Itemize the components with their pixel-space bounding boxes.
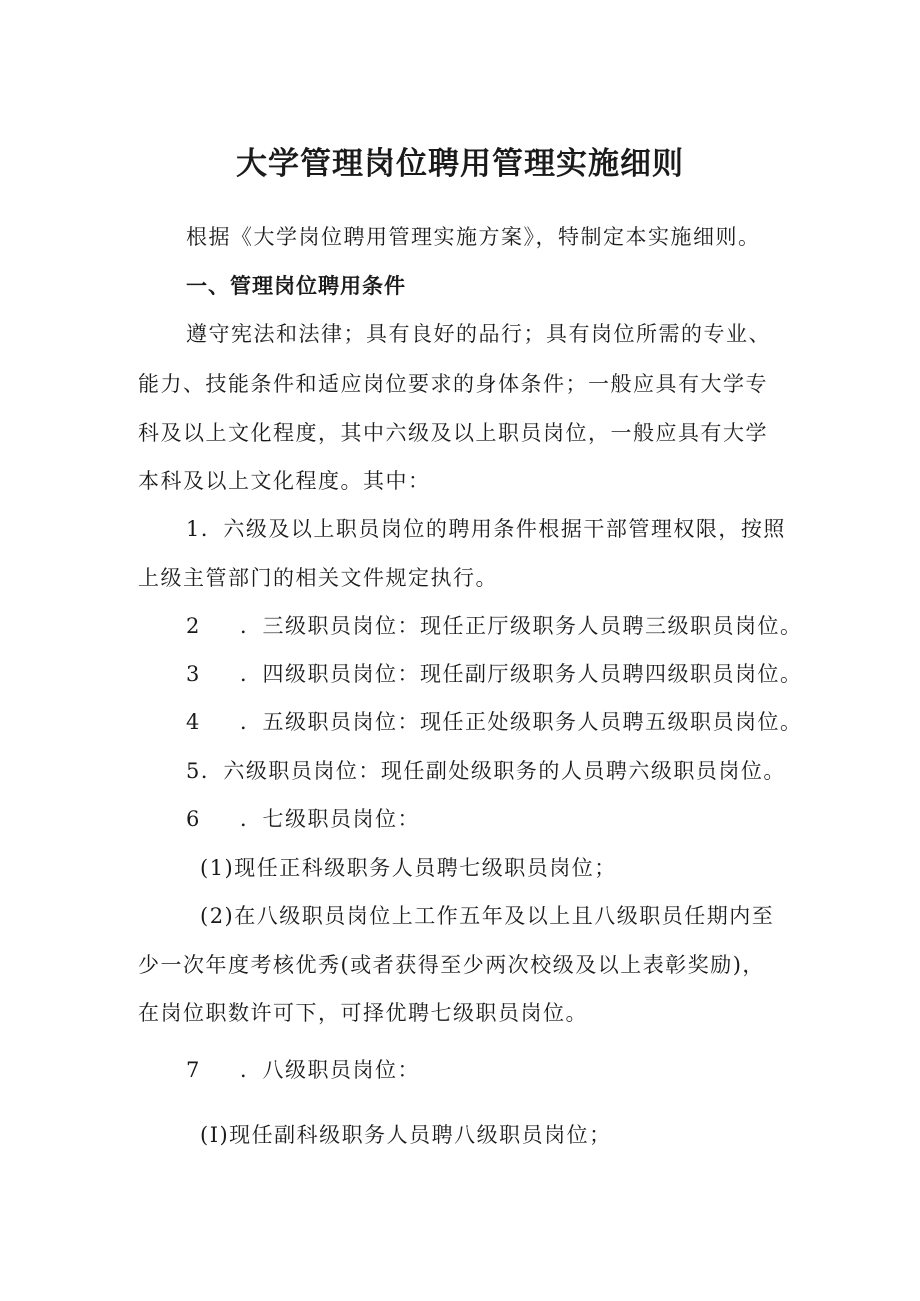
list-number: 3: [186, 662, 201, 686]
section-heading: 一、管理岗位聘用条件: [186, 274, 406, 298]
list-item-3: [186, 659, 803, 689]
list-item-5: 5．六级职员岗位：现任副处级职务的人员聘六级职员岗位。: [186, 759, 786, 783]
sub-item-2-line: (2)在八级职员岗位上工作五年及以上且八级职员任期内至: [200, 904, 775, 928]
sub-item-1: (1)现任正科级职务人员聘七级职员岗位；: [200, 856, 617, 880]
sub-item-2-line: 少一次年度考核优秀(或者获得至少两次校级及以上表彰奖励)，: [138, 953, 765, 977]
sub-item-1: (I)现任副科级职务人员聘八级职员岗位；: [200, 1123, 612, 1147]
list-item-1-line: 1．六级及以上职员岗位的聘用条件根据干部管理权限，按照: [186, 517, 786, 541]
list-item-4: [186, 707, 803, 737]
list-item-text: ．五级职员岗位：现任正处级职务人员聘五级职员岗位。: [240, 710, 803, 734]
list-item-1-line: 上级主管部门的相关文件规定执行。: [138, 566, 498, 590]
list-number: 6: [186, 807, 201, 831]
list-number: 2: [186, 614, 201, 638]
list-item-text: ．七级职员岗位：: [240, 807, 420, 831]
list-item-6: [186, 804, 420, 834]
list-item-2: [186, 611, 803, 641]
paragraph-line: 遵守宪法和法律；具有良好的品行；具有岗位所需的专业、: [186, 322, 771, 346]
paragraph-line: 科及以上文化程度，其中六级及以上职员岗位，一般应具有大学: [138, 421, 768, 445]
paragraph-line: 能力、技能条件和适应岗位要求的身体条件；一般应具有大学专: [138, 372, 768, 396]
list-item-7: [186, 1055, 420, 1085]
list-number: 4: [186, 710, 201, 734]
intro-paragraph: 根据《大学岗位聘用管理实施方案》，特制定本实施细则。: [186, 225, 761, 249]
list-item-text: ．三级职员岗位：现任正厅级职务人员聘三级职员岗位。: [240, 614, 803, 638]
sub-item-2-line: 在岗位职数许可下，可择优聘七级职员岗位。: [138, 1001, 588, 1025]
list-item-text: ．八级职员岗位：: [240, 1058, 420, 1082]
paragraph-line: 本科及以上文化程度。其中：: [138, 469, 431, 493]
document-title: 大学管理岗位聘用管理实施细则: [236, 146, 684, 182]
list-item-text: ．四级职员岗位：现任副厅级职务人员聘四级职员岗位。: [240, 662, 803, 686]
list-number: 7: [186, 1058, 201, 1082]
